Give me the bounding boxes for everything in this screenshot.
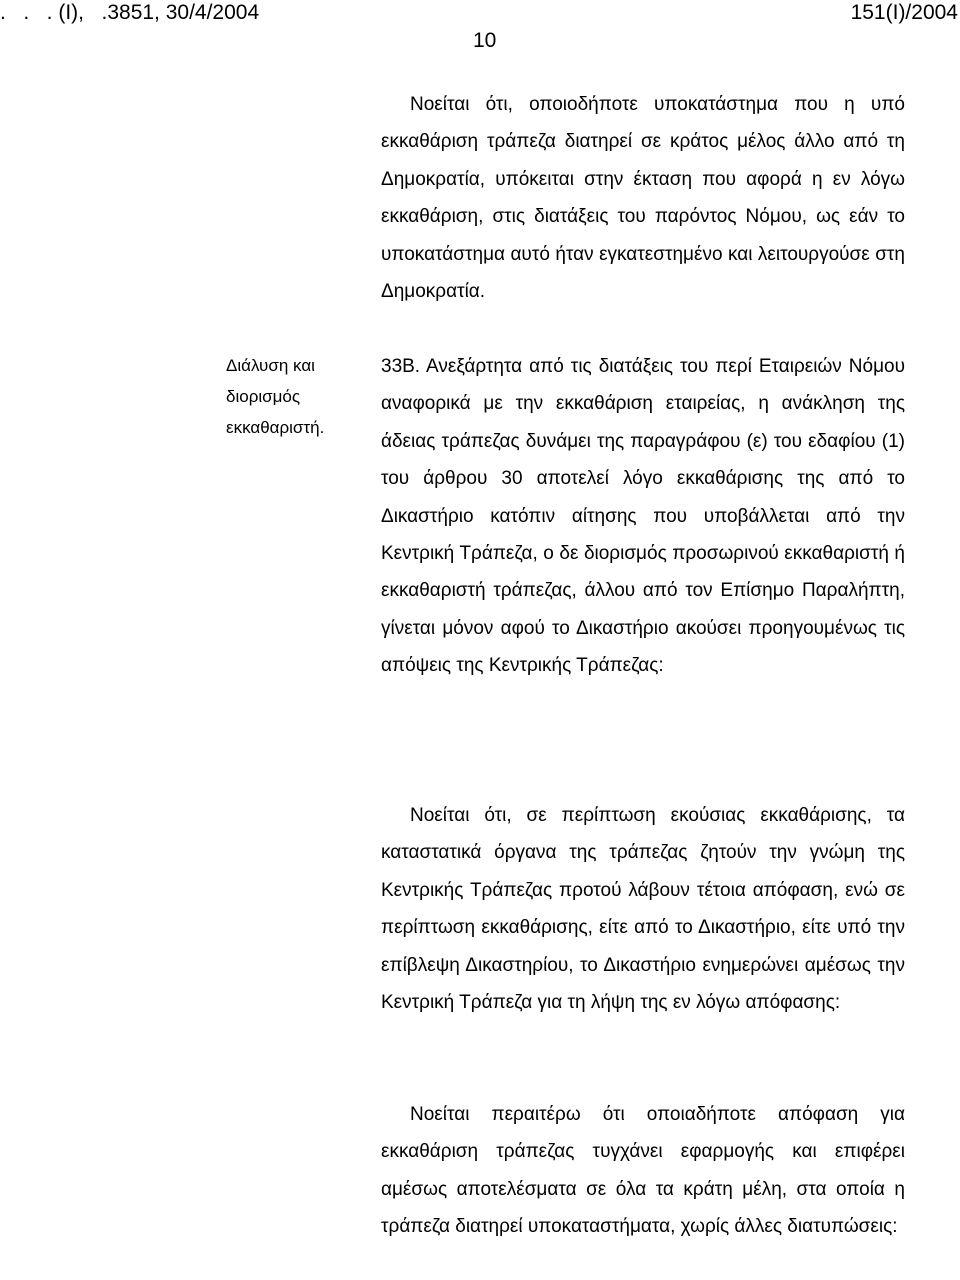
- paragraph-proviso-voluntary: Νοείται ότι, σε περίπτωση εκούσιας εκκαθάρισης, τα καταστατικά όργανα της τράπεζας ζητούν την γνώμη της Κεντρικής Τράπεζας προτού λάβουν τέτοια απόφαση, ενώ σε περίπτωση εκκαθάρισης, είτε από το Δικαστήριο, είτε υπό την επίβλεψη Δικαστηρίου, το Δικαστήριο ενημερώνει αμέσως την Κεντρική Τράπεζα για τη λήψη της εν λόγω απόφασης:: [381, 805, 905, 1014]
- paragraph-proviso-effect: Νοείται περαιτέρω ότι οποιαδήποτε απόφαση για εκκαθάριση τράπεζας τυγχάνει εφαρμογής και επιφέρει αμέσως αποτελέσματα σε όλα τα κράτη μέλη, στα οποία η τράπεζα διατηρεί υποκαταστήματα, χωρίς άλλες διατυπώσεις:: [381, 1104, 905, 1238]
- margin-note-line: εκκαθαριστή.: [226, 418, 325, 437]
- header-reference: . . . (Ι), .3851, 30/4/2004: [0, 1, 260, 24]
- margin-note-line: διορισμός: [226, 387, 301, 406]
- paragraph-block-1: [381, 86, 905, 310]
- section-33b: 33Β. Ανεξάρτητα από τις διατάξεις του περί Εταιρειών Νόμου αναφορικά με την εκκαθάριση εταιρείας, η ανάκληση της άδειας τράπεζας δυνάμει της παραγράφου (ε) του εδαφίου (1) του άρθρου 30 αποτελεί λόγο εκκαθάρισης της από το Δικαστήριο κατόπιν αίτησης που υποβάλλεται από την Κεντρική Τράπεζα, ο δε διορισμός προσωρινού εκκαθαριστή ή εκκαθαριστή τράπεζας, άλλου από τον Επίσημο Παραλήπτη, γίνεται μόνον αφού το Δικαστήριο ακούσει προηγουμένως τις απόψεις της Κεντρικής Τράπεζας:: [381, 356, 905, 677]
- law-number: 151(Ι)/2004: [850, 1, 958, 24]
- paragraph-block-4: [381, 1096, 905, 1246]
- paragraph-block-3: [381, 797, 905, 1021]
- page-number: 10: [473, 29, 497, 52]
- margin-note-line: Διάλυση και: [226, 356, 315, 375]
- paragraph-block-2: [381, 348, 905, 685]
- paragraph-proviso-branch: Νοείται ότι, οποιοδήποτε υποκατάστημα που η υπό εκκαθάριση τράπεζα διατηρεί σε κράτος μέλος άλλο από τη Δημοκρατία, υπόκειται στην έκταση που αφορά η εν λόγω εκκαθάριση, στις διατάξεις του παρόντος Νόμου, ως εάν το υποκατάστημα αυτό ήταν εγκατεστημένο και λειτουργούσε στη Δημοκρατία.: [381, 94, 905, 303]
- margin-note: [226, 350, 361, 443]
